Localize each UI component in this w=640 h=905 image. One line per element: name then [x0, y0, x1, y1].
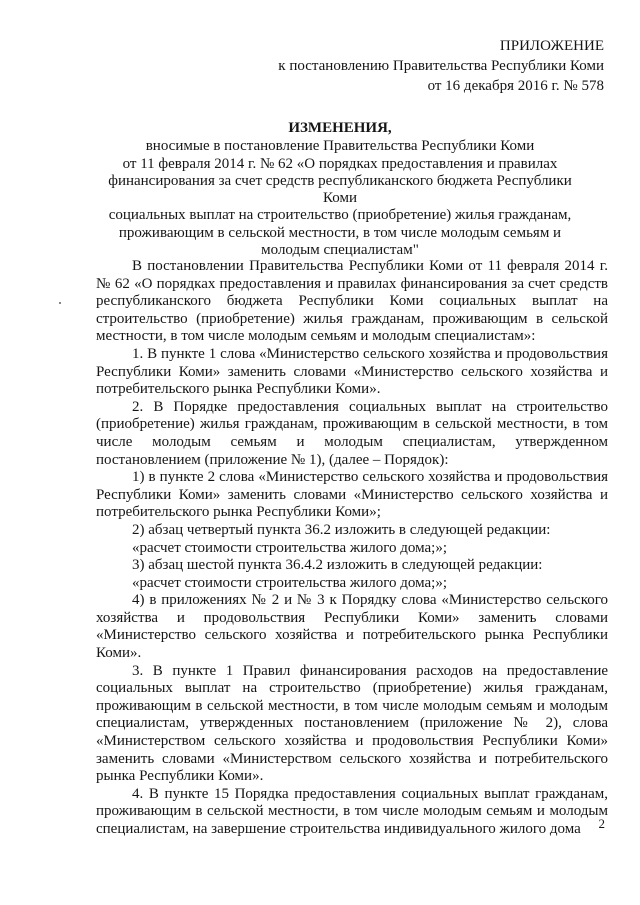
body-paragraph: 4) в приложениях № 2 и № 3 к Порядку слова «Министерство сельского хозяйства и продовольствия Республики Коми» заменить словами «Министерство сельского хозяйства и потребительского рынка Республики Коми». — [96, 592, 608, 662]
title-line: финансирования за счет средств республиканского бюджета Республики Коми — [108, 172, 572, 207]
header-decree-ref: к постановлению Правительства Республики Коми — [278, 58, 604, 74]
body-paragraph: 4. В пункте 15 Порядка предоставления социальных выплат гражданам, проживающим в сельской местности, в том числе молодым семьям и молодым специалистам, на завершение строительства индивидуального жилого дома — [96, 785, 608, 837]
body-paragraph: 1. В пункте 1 слова «Министерство сельского хозяйства и продовольствия Республики Коми» заменить словами «Министерство сельского хозяйства и потребительского рынка Республики Коми». — [96, 345, 608, 398]
body-paragraph: «расчет стоимости строительства жилого дома;»; — [132, 574, 448, 591]
body-paragraph: 2. В Порядке предоставления социальных выплат на строительство (приобретение) жилья гражданам, проживающим в сельской местности, в том числе молодым семьям и молодым специалистам, утвержденном постановлением (приложение № 1), (далее – Порядок): — [96, 398, 608, 468]
document-heading: ИЗМЕНЕНИЯ, — [288, 120, 392, 136]
title-line: социальных выплат на строительство (приобретение) жилья гражданам, — [108, 207, 572, 224]
body-paragraph: 3) абзац шестой пункта 36.4.2 изложить в следующей редакции: — [132, 557, 543, 574]
title-line: от 11 февраля 2014 г. № 62 «О порядках предоставления и правилах — [122, 155, 558, 172]
body-paragraph: В постановлении Правительства Республики Коми от 11 февраля 2014 г. № 62 «О порядках предоставления и правилах финансирования за счет средств республиканского бюджета Республики Коми социальных выплат на строительство (приобретение) жилья гражданам, проживающим в сельской местности, в том числе молодым семьям и молодым специалистам»: — [96, 258, 608, 345]
title-line: молодым специалистам" — [261, 242, 419, 259]
scan-mark — [59, 302, 61, 304]
document-title-block — [90, 120, 590, 259]
header-decree-date: от 16 декабря 2016 г. № 578 — [427, 78, 604, 94]
title-line: проживающим в сельской местности, в том числе молодым семьям и — [118, 224, 562, 241]
page-number: 2 — [598, 816, 605, 831]
document-body — [96, 258, 608, 839]
appendix-header — [278, 36, 604, 96]
body-paragraph: 1) в пункте 2 слова «Министерство сельского хозяйства и продовольствия Республики Коми» заменить словами «Министерство сельского хозяйства и потребительского рынка Республики Коми»; — [96, 469, 608, 521]
header-appendix-label: ПРИЛОЖЕНИЕ — [499, 38, 604, 54]
body-paragraph: 2) абзац четвертый пункта 36.2 изложить в следующей редакции: — [132, 521, 551, 538]
body-paragraph: «расчет стоимости строительства жилого дома;»; — [132, 539, 448, 556]
title-line: вносимые в постановление Правительства Республики Коми — [145, 138, 535, 155]
body-paragraph: 3. В пункте 1 Правил финансирования расходов на предоставление социальных выплат на строительство (приобретение) жилья гражданам, проживающим в сельской местности, в том числе молодым семьям и молодым специалистам, утвержденных постановлением (приложение № 2), слова «Министерством сельского хозяйства и продовольствия Республики Коми» заменить словами «Министерством сельского хозяйства и потребительского рынка Республики Коми». — [96, 662, 608, 785]
